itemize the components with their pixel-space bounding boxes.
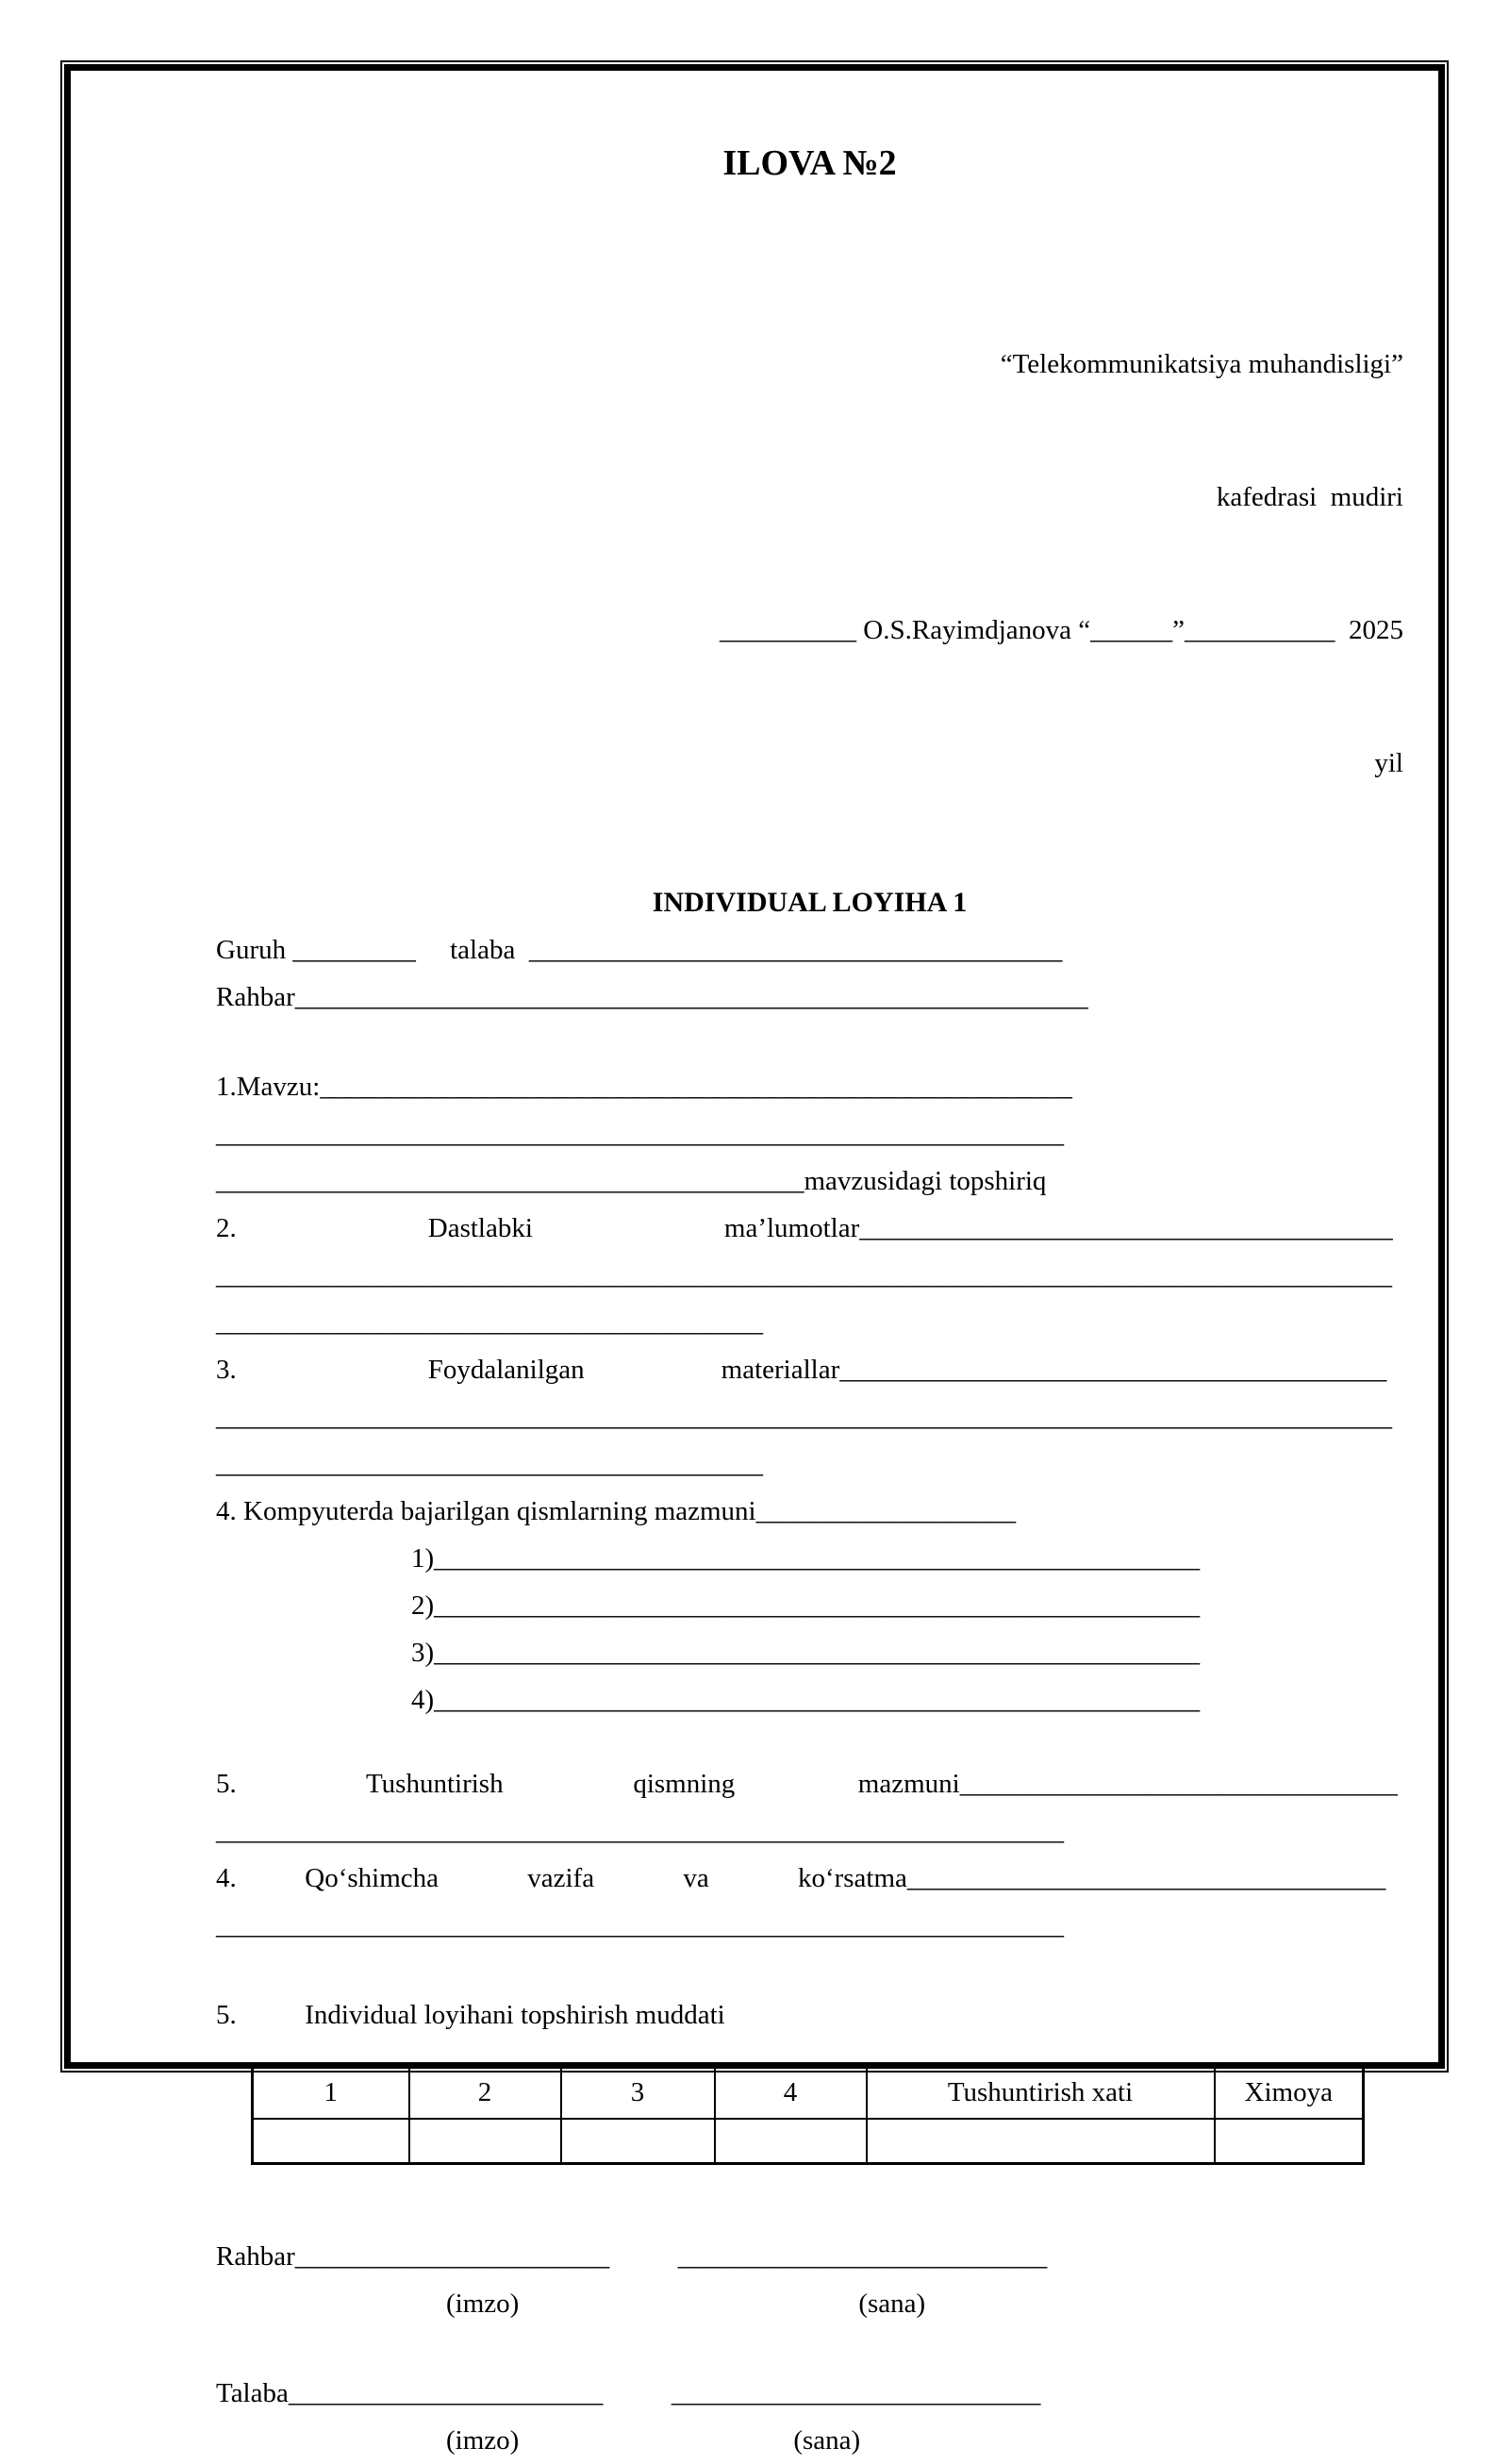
- column-header-ximoya: Ximoya: [1215, 2068, 1364, 2119]
- blank-line-part-c: ______________________________________________________________: [216, 1816, 1064, 1846]
- approval-year-suffix: yil: [1374, 748, 1403, 778]
- table-cell: [561, 2119, 715, 2164]
- list-item-2: 2)________________________________________________________: [411, 1590, 1201, 1621]
- field-foydalanilgan-materiallar: 3. Foydalanilgan materiallar________________________________________: [216, 1355, 1387, 1385]
- sana-caption: (sana): [793, 2425, 861, 2456]
- blank-line-part-b: ________________________________________: [216, 1449, 763, 1479]
- signature-line-talaba: Talaba_______________________ ___________________________: [216, 2378, 1041, 2408]
- approval-block: [216, 254, 1403, 874]
- column-header-tushuntirish-xati: Tushuntirish xati: [867, 2068, 1215, 2119]
- imzo-caption: (imzo): [446, 2289, 520, 2319]
- signature-line-rahbar: Rahbar_______________________ ___________________________: [216, 2241, 1048, 2272]
- page-title: ILOVA №2: [722, 143, 897, 183]
- column-header-2: 2: [409, 2068, 561, 2119]
- signature-captions-rahbar: [216, 2280, 1403, 2327]
- list-item-1: 1)________________________________________________________: [411, 1543, 1201, 1573]
- approval-department: “Telekommunikatsiya muhandisligi”: [1000, 349, 1403, 379]
- field-qoshimcha-korsatma: 4. Qo‘shimcha vazifa va ko‘rsatma___________________________________: [216, 1863, 1386, 1893]
- list-item-4: 4)________________________________________________________: [411, 1685, 1201, 1715]
- blank-line-part-d: ______________________________________________________________: [216, 1910, 1064, 1940]
- field-guruh-talaba: Guruh _________ talaba _______________________________________: [216, 935, 1063, 965]
- blank-line-full-b: ______________________________________________________________________________________: [216, 1402, 1392, 1432]
- approval-signature-date: __________ O.S.Rayimdjanova “______”___________ 2025: [720, 615, 1403, 645]
- section-title: INDIVIDUAL LOYIHA 1: [652, 887, 968, 918]
- column-header-1: 1: [253, 2068, 409, 2119]
- deadline-table: [251, 2066, 1365, 2165]
- table-cell: [715, 2119, 867, 2164]
- field-dastlabki-malumotlar: 2. Dastlabki ma’lumotlar_______________________________________: [216, 1213, 1393, 1243]
- field-kompyuterda-mazmuni: 4. Kompyuterda bajarilgan qismlarning mazmuni___________________: [216, 1496, 1017, 1526]
- imzo-caption: (imzo): [446, 2425, 520, 2456]
- blank-line-part-a: ________________________________________: [216, 1307, 763, 1338]
- field-mavzu-line-3: ___________________________________________mavzusidagi topshiriq: [216, 1166, 1047, 1196]
- column-header-4: 4: [715, 2068, 867, 2119]
- field-rahbar: Rahbar__________________________________________________________: [216, 982, 1088, 1012]
- sana-caption: (sana): [858, 2289, 926, 2319]
- page-border-outer: [60, 60, 1449, 2456]
- table-cell: [1215, 2119, 1364, 2164]
- list-item-3: 3)________________________________________________________: [411, 1638, 1201, 1668]
- blank-line-full-a: ______________________________________________________________________________________: [216, 1260, 1392, 1290]
- document-page: [71, 71, 1438, 2456]
- table-cell: [409, 2119, 561, 2164]
- field-tushuntirish-mazmuni: 5. Tushuntirish qismning mazmuni________________________________: [216, 1769, 1398, 1799]
- field-mavzu-line-1: 1.Mavzu:_______________________________________________________: [216, 1072, 1072, 1102]
- field-topshirish-muddati: 5. Individual loyihani topshirish muddati: [216, 2000, 725, 2030]
- signature-captions-talaba: [216, 2417, 1403, 2464]
- column-header-3: 3: [561, 2068, 715, 2119]
- page-border-inner: [64, 64, 1445, 2456]
- table-cell: [867, 2119, 1215, 2164]
- deadline-table-header-row: [253, 2068, 1364, 2119]
- field-mavzu-line-2: ______________________________________________________________: [216, 1119, 1064, 1149]
- table-cell: [253, 2119, 409, 2164]
- approval-role: kafedrasi mudiri: [1216, 482, 1403, 512]
- deadline-table-empty-row: [253, 2119, 1364, 2164]
